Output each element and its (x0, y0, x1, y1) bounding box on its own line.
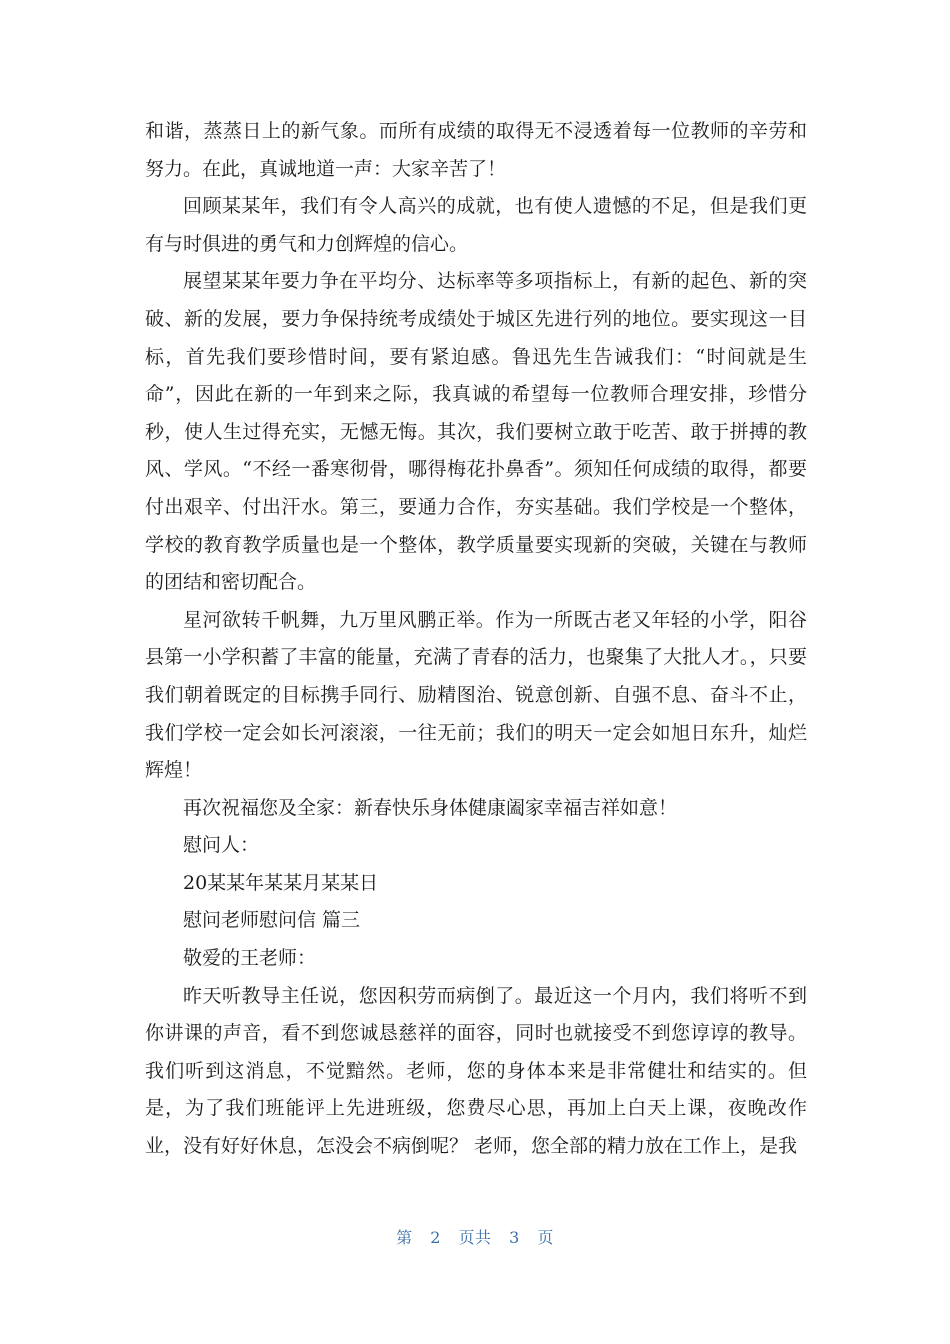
footer-current-page: 2 (430, 1228, 441, 1247)
footer-total-label: 页共 (458, 1228, 492, 1247)
paragraph: 20某某年某某月某某日 (183, 871, 379, 894)
footer-page-label: 第 (396, 1228, 413, 1247)
paragraph: 慰问人： (183, 834, 260, 857)
page-footer (0, 1225, 950, 1248)
footer-end-label: 页 (537, 1228, 554, 1247)
salutation: 敬爱的王老师： (183, 947, 317, 970)
paragraph: 星河欲转千帆舞，九万里风鹏正举。作为一所既古老又年轻的小学，阳谷县第一小学积蓄了丰富的能量，充满了青春的活力，也聚集了大批人才。，只要我们朝着既定的目标携手同行、励精图治、锐意创新、自强不息、奋斗不止，我们学校一定会如长河滚滚，一往无前；我们的明天一定会如旭日东升，灿烂辉煌！ (145, 608, 807, 782)
paragraph: 昨天听教导主任说，您因积劳而病倒了。最近这一个月内，我们将听不到你讲课的声音，看不到您诚恳慈祥的面容，同时也就接受不到您谆谆的教导。我们听到这消息，不觉黯然。老师，您的身体本来是非常健壮和结实的。但是，为了我们班能评上先进班级，您费尽心思，再加上白天上课，夜晚改作业，没有好好休息，怎没会不病倒呢？ 老师，您全部的精力放在工作上，是我 (145, 984, 807, 1158)
footer-total-pages: 3 (509, 1228, 520, 1247)
section-heading: 慰问老师慰问信 篇三 (183, 909, 361, 932)
paragraph: 和谐，蒸蒸日上的新气象。而所有成绩的取得无不浸透着每一位教师的辛劳和努力。在此，真诚地道一声：大家辛苦了！ (145, 120, 807, 180)
paragraph: 再次祝福您及全家：新春快乐身体健康阖家幸福吉祥如意！ (183, 796, 678, 819)
paragraph: 展望某某年要力争在平均分、达标率等多项指标上，有新的起色、新的突破、新的发展，要力争保持统考成绩处于城区先进行列的地位。要实现这一目标，首先我们要珍惜时间，要有紧迫感。鲁迅先生告诫我们：“时间就是生命”，因此在新的一年到来之际，我真诚的希望每一位教师合理安排，珍惜分秒，使人生过得充实，无憾无悔。其次，我们要树立敢于吃苦、敢于拼搏的教风、学风。“不经一番寒彻骨，哪得梅花扑鼻香”。须知任何成绩的取得，都要付出艰辛、付出汗水。第三，要通力合作，夯实基础。我们学校是一个整体，学校的教育教学质量也是一个整体，教学质量要实现新的突破，关键在与教师的团结和密切配合。 (145, 270, 807, 594)
document-body (145, 113, 807, 1166)
paragraph: 回顾某某年，我们有令人高兴的成就，也有使人遗憾的不足，但是我们更有与时俱进的勇气和力创辉煌的信心。 (145, 195, 807, 255)
